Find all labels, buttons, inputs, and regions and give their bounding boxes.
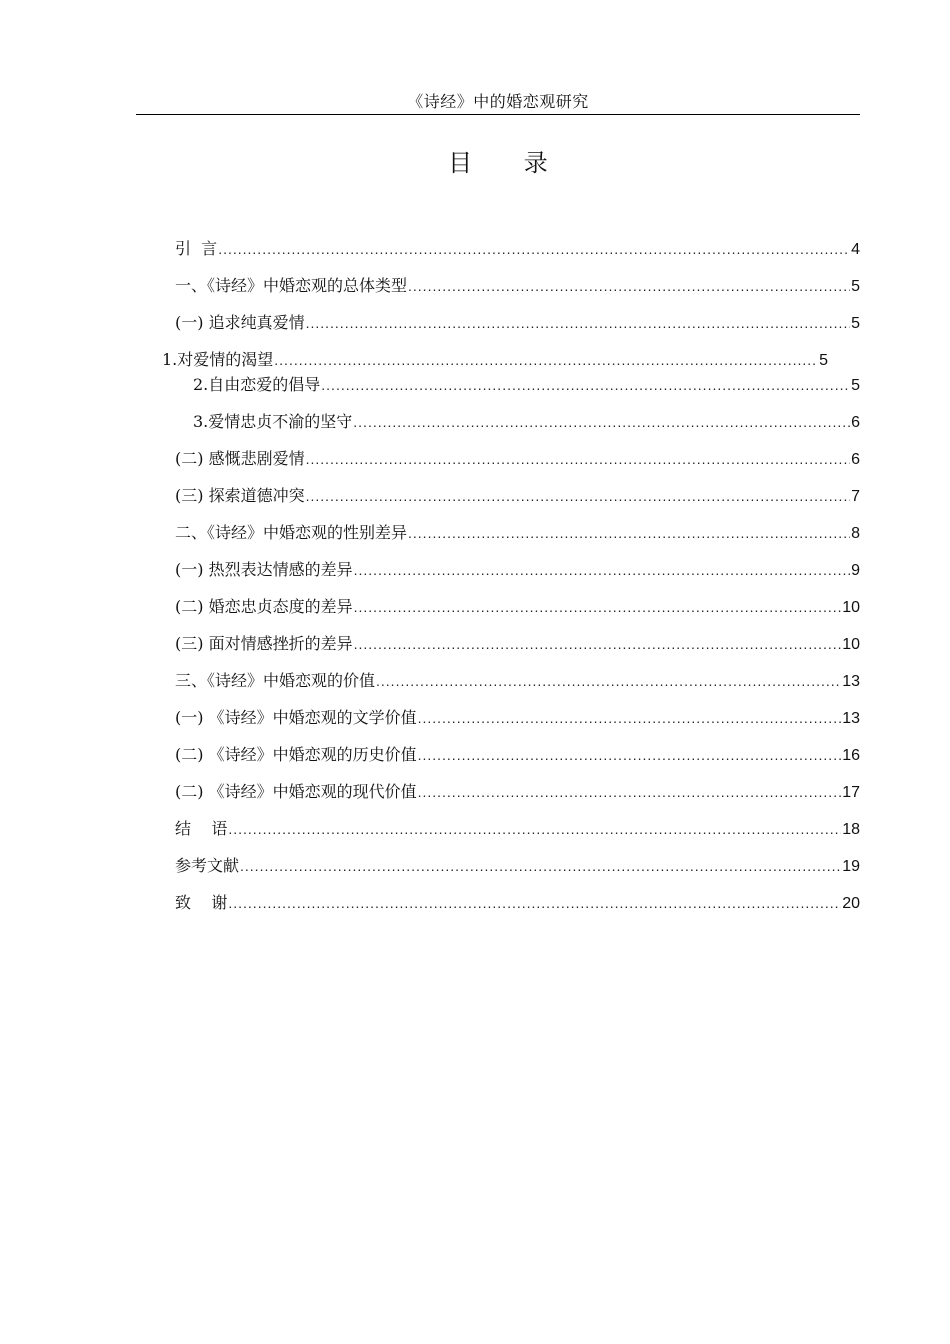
- toc-leader-dots: [418, 706, 842, 730]
- toc-leader-dots: [218, 237, 850, 261]
- toc-entry-subsection-1-1-2[interactable]: [193, 373, 860, 397]
- toc-entry-label: (三) 探索道德冲突: [175, 486, 305, 505]
- toc-entry-page: 5: [851, 278, 860, 295]
- toc-entry-label: 三、《诗经》中婚恋观的价值: [175, 671, 376, 690]
- toc-entry-page: 10: [842, 599, 860, 616]
- toc-entry-label: 参考文献: [175, 856, 240, 875]
- toc-entry-label: 引 言: [175, 239, 218, 258]
- toc-entry-label: (二) 感慨悲剧爱情: [175, 449, 305, 468]
- toc-leader-dots: [418, 780, 842, 804]
- toc-leader-dots: [354, 558, 851, 582]
- toc-entry-page: 4: [851, 241, 860, 258]
- toc-entry-chapter-2[interactable]: [175, 521, 860, 545]
- running-header: 《诗经》中的婚恋观研究: [407, 92, 589, 111]
- toc-entry-references[interactable]: [175, 854, 860, 878]
- toc-entry-label: 致 谢: [175, 893, 228, 912]
- toc-leader-dots: [354, 632, 842, 656]
- toc-leader-dots: [228, 817, 841, 841]
- toc-leader-dots: [408, 521, 850, 545]
- toc-entry-page: 19: [842, 858, 860, 875]
- toc-entry-page: 10: [842, 636, 860, 653]
- toc-entry-conclusion[interactable]: [175, 817, 860, 841]
- toc-entry-label: 1.对爱情的渴望: [162, 350, 274, 369]
- toc-entry-label: (二) 《诗经》中婚恋观的现代价值: [175, 782, 417, 801]
- toc-leader-dots: [306, 484, 851, 508]
- toc-entry-page: 9: [851, 562, 860, 579]
- toc-entry-section-2-2[interactable]: [175, 595, 860, 619]
- toc-entry-page: 7: [851, 488, 860, 505]
- toc-entry-section-1-2[interactable]: [175, 447, 860, 471]
- toc-leader-dots: [418, 743, 842, 767]
- toc-leader-dots: [240, 854, 841, 878]
- toc-entry-section-1-1[interactable]: [175, 311, 860, 335]
- toc-leader-dots: [408, 274, 850, 298]
- toc-entry-subsection-1-1-1[interactable]: [162, 348, 828, 372]
- toc-entry-page: 17: [842, 784, 860, 801]
- toc-entry-label: 结 语: [175, 819, 228, 838]
- toc-entry-page: 5: [851, 377, 860, 394]
- toc-entry-label: 二、《诗经》中婚恋观的性别差异: [175, 523, 408, 542]
- toc-entry-page: 13: [842, 673, 860, 690]
- toc-entry-section-3-2[interactable]: [175, 743, 860, 767]
- toc-entry-chapter-3[interactable]: [175, 669, 860, 693]
- toc-leader-dots: [321, 373, 850, 397]
- toc-entry-label: (一) 追求纯真爱情: [175, 313, 305, 332]
- toc-entry-page: 5: [851, 315, 860, 332]
- header-rule: [136, 114, 860, 115]
- toc-entry-label: 2.自由恋爱的倡导: [193, 375, 321, 394]
- toc-entry-page: 6: [851, 414, 860, 431]
- toc-leader-dots: [306, 311, 851, 335]
- toc-entry-section-2-3[interactable]: [175, 632, 860, 656]
- toc-entry-acknowledgements[interactable]: [175, 891, 860, 915]
- toc-entry-label: 一、《诗经》中婚恋观的总体类型: [175, 276, 408, 295]
- toc-entry-subsection-1-1-3[interactable]: [193, 410, 860, 434]
- toc-entry-page: 18: [842, 821, 860, 838]
- toc-leader-dots: [306, 447, 851, 471]
- toc-entry-section-2-1[interactable]: [175, 558, 860, 582]
- toc-entry-label: (三) 面对情感挫折的差异: [175, 634, 353, 653]
- toc-leader-dots: [274, 348, 818, 372]
- toc-leader-dots: [353, 410, 850, 434]
- toc-entry-page: 16: [842, 747, 860, 764]
- toc-leader-dots: [354, 595, 842, 619]
- toc-leader-dots: [376, 669, 841, 693]
- toc-entry-section-3-1[interactable]: [175, 706, 860, 730]
- toc-entry-label: (二) 婚恋忠贞态度的差异: [175, 597, 353, 616]
- toc-leader-dots: [228, 891, 841, 915]
- toc-entry-label: (一) 《诗经》中婚恋观的文学价值: [175, 708, 417, 727]
- toc-entry-label: (二) 《诗经》中婚恋观的历史价值: [175, 745, 417, 764]
- toc-entry-section-1-3[interactable]: [175, 484, 860, 508]
- toc-entry-chapter-1[interactable]: [175, 274, 860, 298]
- toc-entry-section-3-3[interactable]: [175, 780, 860, 804]
- toc-entry-page: 20: [842, 895, 860, 912]
- toc-entry-intro[interactable]: [175, 237, 860, 261]
- toc-entry-page: 5: [819, 352, 828, 369]
- toc-entry-page: 6: [851, 451, 860, 468]
- toc-entry-label: 3.爱情忠贞不渝的坚守: [193, 412, 353, 431]
- toc-title: 目 录: [448, 149, 570, 177]
- toc-entry-page: 13: [842, 710, 860, 727]
- toc-entry-label: (一) 热烈表达情感的差异: [175, 560, 353, 579]
- toc-entry-page: 8: [851, 525, 860, 542]
